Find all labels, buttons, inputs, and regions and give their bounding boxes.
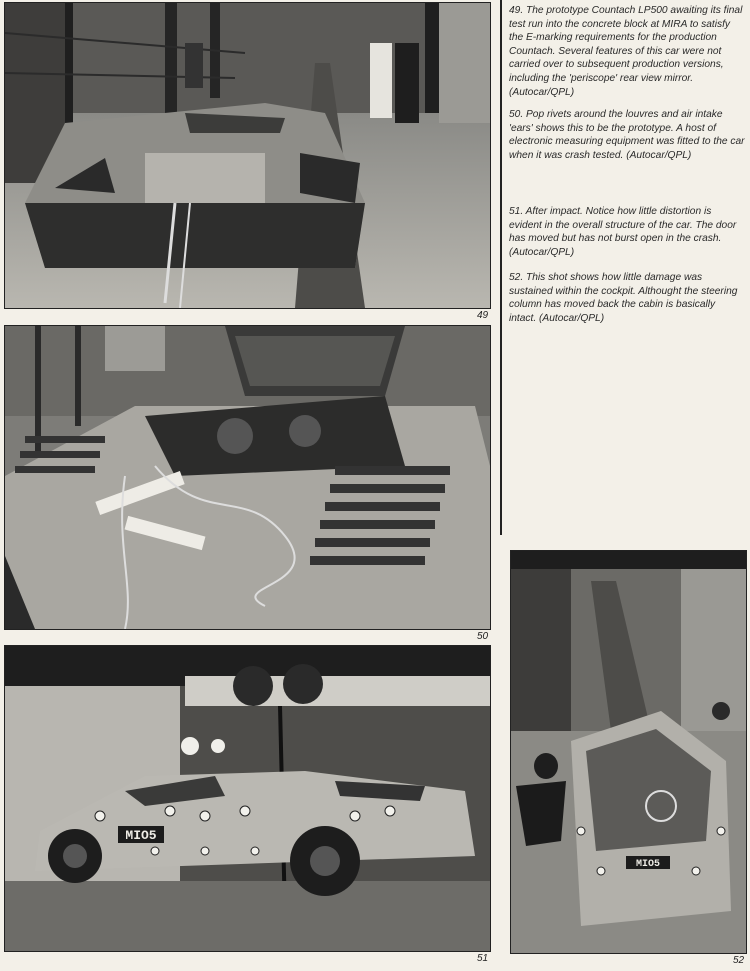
photo-50-image bbox=[5, 326, 490, 629]
caption-50: 50. Pop rivets around the louvres and air intake 'ears' shows this to be the prototype. A host of electronic measuring equipment was fitted to the car when it was crash tested. (Autocar/QPL) bbox=[509, 109, 745, 161]
photo-52 bbox=[510, 550, 747, 954]
caption-52: 52. This shot shows how little damage was sustained within the cockpit. Althought the steering column has moved back the cabin is basically intact. (Autocar/QPL) bbox=[509, 272, 738, 324]
caption-49: 49. The prototype Countach LP500 awaiting its final test run into the concrete block at MIRA to satisfy the E-marking requirements for the production Countach. Several features of this car were not carried over to subsequent production versions, including the 'periscope' rear view mirror. (Autocar/QPL) bbox=[509, 5, 743, 98]
photo-51-plate: MIO5 bbox=[125, 828, 157, 843]
photo-50 bbox=[4, 325, 491, 630]
figure-number-52: 52 bbox=[733, 955, 745, 966]
figure-number-49: 49 bbox=[477, 310, 489, 321]
photo-52-plate: MIO5 bbox=[635, 859, 661, 870]
photo-51 bbox=[4, 645, 491, 952]
photo-52-image bbox=[511, 551, 746, 953]
photo-49-image bbox=[5, 3, 490, 308]
column-divider bbox=[500, 0, 502, 535]
figure-number-51: 51 bbox=[477, 953, 489, 964]
caption-51: 51. After impact. Notice how little distortion is evident in the overall structure of the car. The door has moved but has not burst open in the crash. (Autocar/QPL) bbox=[509, 206, 737, 258]
figure-number-50: 50 bbox=[477, 631, 489, 642]
photo-49 bbox=[4, 2, 491, 309]
photo-51-image bbox=[5, 646, 490, 951]
